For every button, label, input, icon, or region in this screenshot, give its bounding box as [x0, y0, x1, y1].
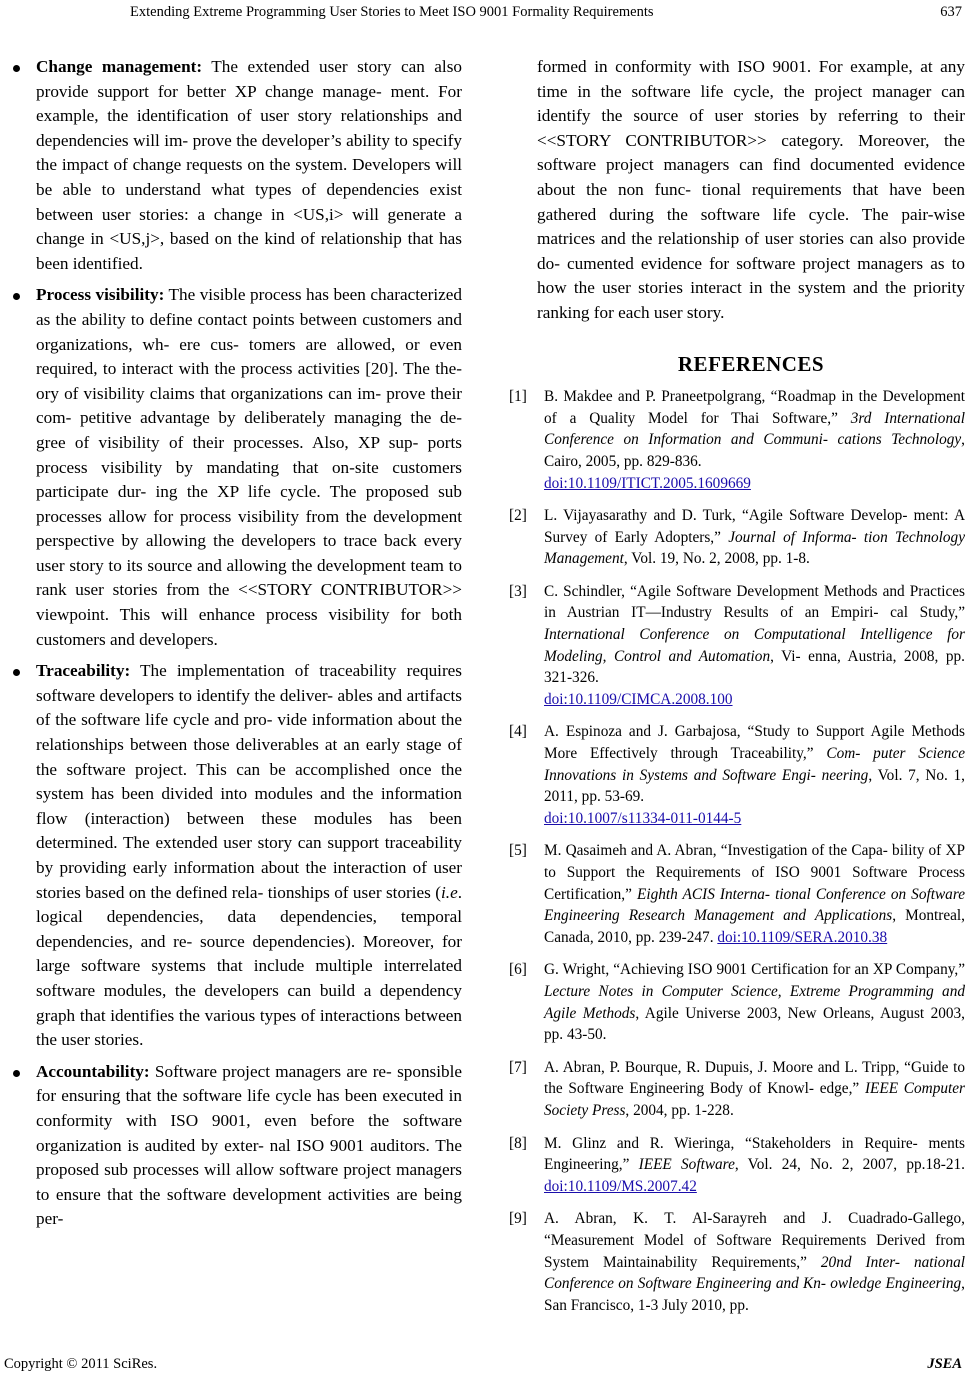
- references-heading: REFERENCES: [677, 351, 825, 376]
- reference-text: G. Wright, “Achieving ISO 9001 Certification for an XP Company,”: [544, 961, 965, 979]
- bullet-italic: i.e: [441, 882, 458, 902]
- bullet-dot-icon: [13, 669, 20, 676]
- reference-number: [4]: [509, 723, 527, 741]
- right-column: [509, 55, 965, 1327]
- bullet-term: Change management:: [36, 57, 203, 76]
- reference-item: [509, 840, 965, 948]
- reference-text: , Cairo, 2005, pp. 829-836.: [544, 431, 965, 470]
- reference-text: , San Francisco, 1-3 July 2010, pp.: [544, 1275, 965, 1314]
- reference-venue: Com- puter Science Innovations in Systems and Software Engi- neering: [544, 745, 965, 784]
- page-number: 637: [940, 4, 962, 20]
- doi-link[interactable]: doi:10.1109/SERA.2010.38: [717, 928, 888, 946]
- reference-text: M. Qasaimeh and A. Abran, “Investigation of the Capa- bility of XP to Support the Requirements of ISO 9001 Software Process Certification,”: [544, 842, 965, 903]
- doi-link[interactable]: doi:10.1109/CIMCA.2008.100: [544, 690, 733, 708]
- reference-list: [509, 386, 965, 1316]
- reference-venue: IEEE Computer Society Press: [544, 1080, 965, 1119]
- bullet-term: Accountability:: [36, 1061, 150, 1081]
- bullet-term: Process visibility:: [36, 285, 165, 305]
- reference-item: [509, 505, 965, 570]
- copyright-notice: Copyright © 2011 SciRes.: [4, 1356, 158, 1372]
- reference-text: , Agile Universe 2003, New Orleans, August 2003, pp. 43-50.: [544, 1004, 965, 1044]
- reference-text: A. Abran, K. T. Al-Sarayreh and J. Cuadrado-Gallego, “Measurement Model of Software Requirements Derived from System Maintainability Requirements,”: [544, 1210, 965, 1271]
- bullet-dot-icon: [13, 65, 20, 72]
- running-title: Extending Extreme Programming User Stories to Meet ISO 9001 Formality Requirements: [130, 4, 654, 20]
- reference-text: L. Vijayasarathy and D. Turk, “Agile Software Develop- ment: A Survey of Early Adopters,”: [544, 507, 965, 546]
- reference-text: , 2004, pp. 1-228.: [625, 1101, 734, 1119]
- bullet-text: The visible process has been characterized as the ability to define contact points between customers and organizations, wh- ere cus- tomers are allowed, or even required, to interact with the process activities [20]. The the- ory of visibility claims that organizations can im- prove their com- petitive advantage by deliberately managing the de- gree of visibility of their processes. Also, XP sup- ports process visibility by mandating that on-site customers participate dur- ing the XP life cycle. The proposed sub processes allow for process visibility from the development perspective by allowing the developers to trace back every user story to its source and allowing the development team to rank user stories from the <<STORY CONTRIBUTOR>> viewpoint. This will enhance process visibility for both customers and developers.: [36, 285, 462, 649]
- page-header: [0, 4, 968, 24]
- bullet-change-management: [12, 55, 462, 276]
- bullet-process-visibility: [12, 283, 462, 652]
- bullet-text: . logical dependencies, data dependencies, temporal dependencies, and re- source dependencies). Moreover, for large software systems that include multiple interrelated software modules, the developers can build a dependency graph that identifies the various types of interactions between the user stories.: [36, 882, 462, 1050]
- bullet-term: Traceability:: [36, 661, 131, 681]
- reference-number: [7]: [509, 1058, 527, 1076]
- reference-venue: International Conference on Computational Intelligence for Modeling, Control and Automation: [544, 626, 965, 665]
- reference-text: M. Glinz and R. Wieringa, “Stakeholders in Require- ments Engineering,”: [544, 1134, 965, 1174]
- bullet-text: Software project managers are re- sponsible for ensuring that the software life cycle has been executed in conformity with ISO 9001, even before the software organization is audited by exter- nal ISO 9001 auditors. The proposed sub processes will allow software project managers to ensure that the software development activities are being per-: [36, 1061, 462, 1229]
- reference-item: [509, 1133, 965, 1198]
- bullet-traceability: [12, 659, 462, 1053]
- left-column: [12, 55, 462, 1239]
- reference-text: , Montreal, Canada, 2010, pp. 239-247.: [544, 907, 965, 946]
- bullet-accountability: [12, 1060, 462, 1232]
- reference-item: [509, 1208, 965, 1316]
- reference-item: [509, 721, 965, 829]
- doi-link[interactable]: doi:10.1109/MS.2007.42: [544, 1177, 697, 1195]
- journal-abbreviation: JSEA: [927, 1356, 962, 1372]
- reference-number: [6]: [509, 961, 527, 979]
- reference-item: [509, 386, 965, 494]
- reference-number: [1]: [509, 388, 527, 406]
- reference-text: B. Makdee and P. Praneetpolgrang, “Roadmap in the Development of a Quality Model for Thai Software,”: [544, 388, 965, 427]
- reference-venue: 20nd Inter- national Conference on Software Engineering and Kn- owledge Engineering: [544, 1253, 965, 1293]
- reference-number: [3]: [509, 582, 527, 600]
- doi-link[interactable]: doi:10.1007/s11334-011-0144-5: [544, 809, 742, 827]
- bullet-text: The extended user story can also provide support for better XP change manage- ment. For example, the identification of user story relationships and dependencies will im- prove the developer’s ability to specify the impact of change requests on the system. Developers will be able to understand what types of dependencies exist between user stories: a change in <US,i> will generate a change in <US,j>, based on the kind of relationship that has been identified.: [36, 57, 462, 273]
- bullet-text: The implementation of traceability requires software developers to identify the deliver- ables and artifacts of the software life cycle and pro- vide information about the relationships between those deliverables at an early stage of the software project. This can be accomplished once the system has been divided into modules and the information flow (interaction) between these modules has been determined. The extended user story can support traceability by providing early information about the interaction of user stories based on the defined rela- tionships of user stories (: [36, 661, 462, 902]
- reference-text: , Vol. 24, No. 2, 2007, pp.18-21.: [734, 1156, 965, 1174]
- reference-text: A. Espinoza and J. Garbajosa, “Study to Support Agile Methods More Effectively through Traceability,”: [544, 723, 965, 763]
- reference-venue: Eighth ACIS Interna- tional Conference on Software Engineering Research Management and Applications: [544, 885, 965, 925]
- doi-link[interactable]: doi:10.1109/ITICT.2005.1609669: [544, 474, 751, 492]
- reference-number: [5]: [509, 842, 527, 860]
- reference-text: A. Abran, P. Bourque, R. Dupuis, J. Moore and L. Tripp, “Guide to the Software Engineering Body of Knowl- edge,”: [544, 1058, 965, 1098]
- reference-item: [509, 959, 965, 1045]
- reference-text: , Vi- enna, Austria, 2008, pp. 321-326.: [544, 647, 965, 687]
- page-footer: [0, 1356, 968, 1378]
- reference-number: [8]: [509, 1134, 527, 1152]
- reference-text: , Vol. 7, No. 1, 2011, pp. 53-69.: [544, 766, 965, 806]
- reference-text: C. Schindler, “Agile Software Development Methods and Practices in Austrian IT—Industry Results of an Empiri- cal Study,”: [544, 582, 965, 622]
- reference-text: , Vol. 19, No. 2, 2008, pp. 1-8.: [623, 550, 810, 568]
- reference-venue: Lecture Notes in Computer Science, Extreme Programming and Agile Methods: [544, 982, 965, 1022]
- bullet-dot-icon: [13, 1070, 20, 1077]
- reference-venue: Journal of Informa- tion Technology Management: [544, 528, 965, 568]
- bullet-dot-icon: [13, 293, 20, 300]
- reference-number: [9]: [509, 1210, 527, 1228]
- reference-item: [509, 1057, 965, 1122]
- continuation-paragraph: formed in conformity with ISO 9001. For example, at any time in the software life cycle, the project manager can identify the source of user stories by referring to their <<STORY CONTRIBUTOR>> category. Moreover, the software project managers can find documented evidence about the non func- tional requirements that have been gathered during the software life cycle. The pair-wise matrices and the relationship of user stories can also provide do- cumented evidence for software project managers as to how the user stories interact in the system and the priority ranking for each user story.: [537, 57, 965, 322]
- reference-item: [509, 581, 965, 711]
- reference-venue: IEEE Software: [638, 1156, 735, 1174]
- reference-venue: 3rd International Conference on Information and Communi- cations Technology: [544, 409, 965, 449]
- reference-number: [2]: [509, 507, 527, 525]
